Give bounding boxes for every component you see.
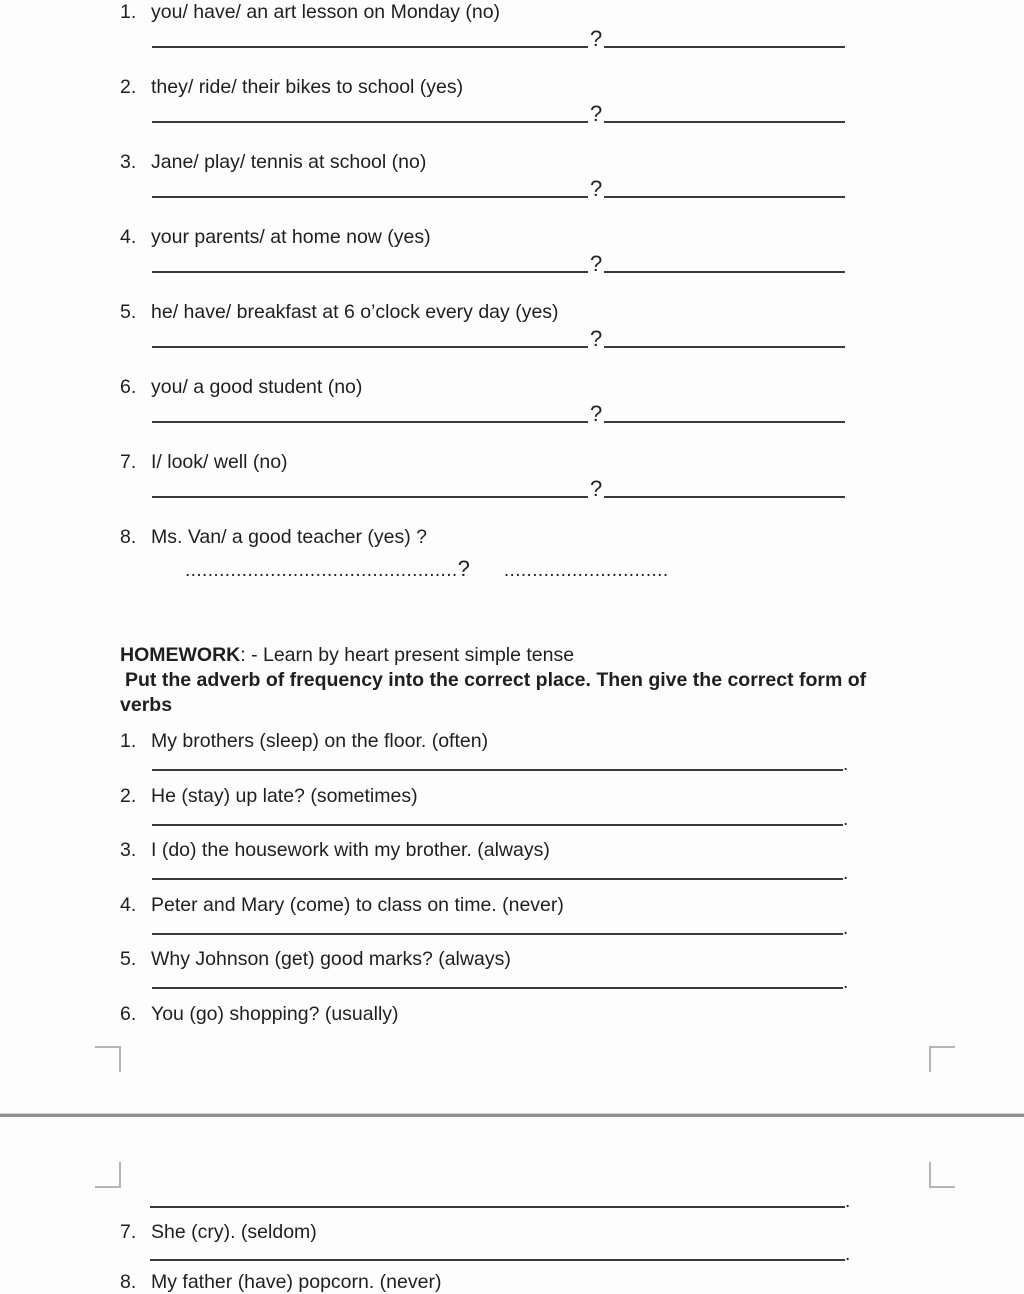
- line-end-period: .: [843, 808, 849, 830]
- homework-heading-rest: : - Learn by heart present simple tense: [240, 644, 575, 666]
- question-mark: ?: [457, 556, 470, 581]
- dotted-answer-blank: [185, 557, 920, 583]
- exercise-item-3: [120, 150, 920, 225]
- homework-instruction-line1: Put the adverb of frequency into the correct place. Then give the correct form of: [125, 669, 867, 691]
- answer-line-left: [152, 421, 588, 423]
- exercise-item-text: [120, 150, 920, 174]
- answer-line-right: [604, 496, 845, 498]
- answer-line-left: [152, 196, 588, 198]
- homework-item-5: [120, 947, 920, 1002]
- homework-heading-label: HOMEWORK: [120, 644, 241, 666]
- answer-blank: [152, 24, 920, 51]
- exercise-item-5: [120, 300, 920, 375]
- answer-line: [152, 933, 843, 935]
- exercise-item-text: [120, 75, 920, 99]
- item-prompt: your parents/ at home now (yes): [151, 226, 431, 248]
- answer-blank: [152, 808, 920, 830]
- homework-instruction-line2: verbs: [120, 694, 173, 716]
- answer-line-left: [152, 121, 588, 123]
- item-prompt: I (do) the housework with my brother. (always): [151, 839, 550, 861]
- question-mark: ?: [590, 326, 603, 351]
- item-number: 4.: [120, 893, 137, 916]
- answer-blank: [152, 753, 920, 775]
- exercise-item-2: [120, 75, 920, 150]
- item-number: 7.: [120, 1221, 137, 1243]
- page2-top-right-margin-mark: [929, 1162, 955, 1188]
- answer-blank: [152, 399, 920, 426]
- answer-blank: [152, 174, 920, 201]
- homework-item-7: [120, 1220, 920, 1244]
- answer-line: [152, 878, 843, 880]
- homework-item-2: [120, 784, 920, 839]
- answer-line-left: [152, 271, 588, 273]
- answer-line-right: [604, 46, 845, 48]
- answer-line-right: [604, 121, 845, 123]
- answer-blank: [152, 917, 920, 939]
- exercise-item-text: [120, 525, 920, 549]
- homework-item-1: [120, 729, 920, 784]
- item-prompt: She (cry). (seldom): [151, 1221, 317, 1243]
- item-number: 8.: [120, 1271, 137, 1293]
- page1-bottom-right-margin-mark: [929, 1046, 955, 1072]
- item-prompt: My brothers (sleep) on the floor. (often): [151, 730, 489, 752]
- item-number: 4.: [120, 226, 137, 248]
- exercise-item-8: [120, 525, 920, 589]
- item-prompt: Ms. Van/ a good teacher (yes) ?: [151, 526, 428, 548]
- exercise-item-text: [120, 450, 920, 474]
- exercise-item-4: [120, 225, 920, 300]
- item-prompt: Peter and Mary (come) to class on time. (never): [151, 893, 564, 916]
- question-mark: ?: [590, 176, 603, 201]
- answer-blank: [152, 474, 920, 501]
- exercise-item-1: [120, 0, 920, 75]
- item-number: 5.: [120, 948, 137, 970]
- homework-heading: [120, 643, 920, 668]
- item-number: 3.: [120, 839, 137, 861]
- exercise-item-text: [120, 0, 920, 24]
- item-prompt: they/ ride/ their bikes to school (yes): [151, 76, 464, 98]
- homework-item-text: [120, 729, 920, 753]
- exercise-item-6: [120, 375, 920, 450]
- answer-line-left: [152, 346, 588, 348]
- homework-item-text: [120, 838, 920, 862]
- item-number: 1.: [120, 1, 137, 23]
- answer-blank: [150, 1186, 920, 1212]
- homework-items: [120, 729, 920, 1056]
- answer-line: [150, 1206, 845, 1208]
- exercise-item-text: [120, 375, 920, 399]
- item-number: 6.: [120, 1002, 137, 1025]
- line-end-period: .: [843, 972, 849, 993]
- page1-bottom-left-margin-mark: [95, 1046, 121, 1072]
- answer-line-right: [604, 346, 845, 348]
- exercise-item-text: [120, 300, 920, 324]
- item-number: 1.: [120, 730, 137, 752]
- answer-line-right: [604, 196, 845, 198]
- question-mark: ?: [590, 476, 603, 501]
- item-number: 2.: [120, 784, 137, 807]
- item-prompt: Jane/ play/ tennis at school (no): [151, 151, 427, 173]
- page2-top-left-margin-mark: [95, 1162, 121, 1188]
- answer-line-right: [604, 421, 845, 423]
- homework-section: [120, 643, 920, 1056]
- exercise-item-text: [120, 225, 920, 249]
- exercise-item-7: [120, 450, 920, 525]
- exercise-section: [120, 0, 920, 589]
- answer-line: [152, 987, 843, 989]
- dotted-line-left: ................................................: [185, 560, 458, 581]
- page-divider-line: [0, 1113, 1024, 1117]
- line-end-period: .: [843, 863, 849, 884]
- answer-blank: [152, 249, 920, 276]
- line-end-period: .: [843, 754, 849, 775]
- answer-line: [150, 1259, 845, 1261]
- line-end-period: .: [845, 1191, 851, 1212]
- item-prompt: Why Johnson (get) good marks? (always): [151, 948, 511, 970]
- answer-line-right: [604, 271, 845, 273]
- homework-item-text: [120, 947, 920, 971]
- homework-item-3: [120, 838, 920, 893]
- item-number: 2.: [120, 76, 137, 98]
- homework-item-4: [120, 893, 920, 948]
- homework-item-text: [120, 784, 920, 808]
- question-mark: ?: [590, 101, 603, 126]
- item-number: 7.: [120, 451, 137, 473]
- item-prompt: You (go) shopping? (usually): [151, 1002, 399, 1025]
- homework-item-text: [120, 893, 920, 917]
- item-prompt: I/ look/ well (no): [151, 451, 288, 473]
- answer-line-left: [152, 46, 588, 48]
- item-prompt: you/ a good student (no): [151, 376, 363, 398]
- answer-line: [152, 824, 843, 826]
- item-number: 8.: [120, 526, 137, 548]
- answer-blank: [152, 971, 920, 993]
- answer-line-left: [152, 496, 588, 498]
- homework-item-8: [120, 1270, 920, 1294]
- homework-item-text: [120, 1002, 920, 1026]
- line-end-period: .: [843, 917, 849, 939]
- homework-item-6: [120, 1002, 920, 1057]
- answer-blank: [150, 1244, 920, 1265]
- answer-blank: [152, 324, 920, 351]
- item-prompt: he/ have/ breakfast at 6 o’clock every day (yes): [151, 301, 559, 323]
- question-mark: ?: [590, 401, 603, 426]
- line-end-period: .: [845, 1244, 851, 1265]
- answer-blank: [152, 862, 920, 884]
- answer-blank: [152, 99, 920, 126]
- question-mark: ?: [590, 26, 603, 51]
- question-mark: ?: [590, 251, 603, 276]
- dotted-line-right: .............................: [503, 560, 669, 581]
- item-number: 3.: [120, 151, 137, 173]
- item-prompt: you/ have/ an art lesson on Monday (no): [151, 1, 501, 23]
- item-number: 5.: [120, 301, 137, 323]
- item-prompt: My father (have) popcorn. (never): [151, 1271, 442, 1293]
- page2-section: [120, 1186, 920, 1294]
- answer-line: [152, 769, 843, 771]
- item-prompt: He (stay) up late? (sometimes): [151, 784, 418, 807]
- item-number: 6.: [120, 376, 137, 398]
